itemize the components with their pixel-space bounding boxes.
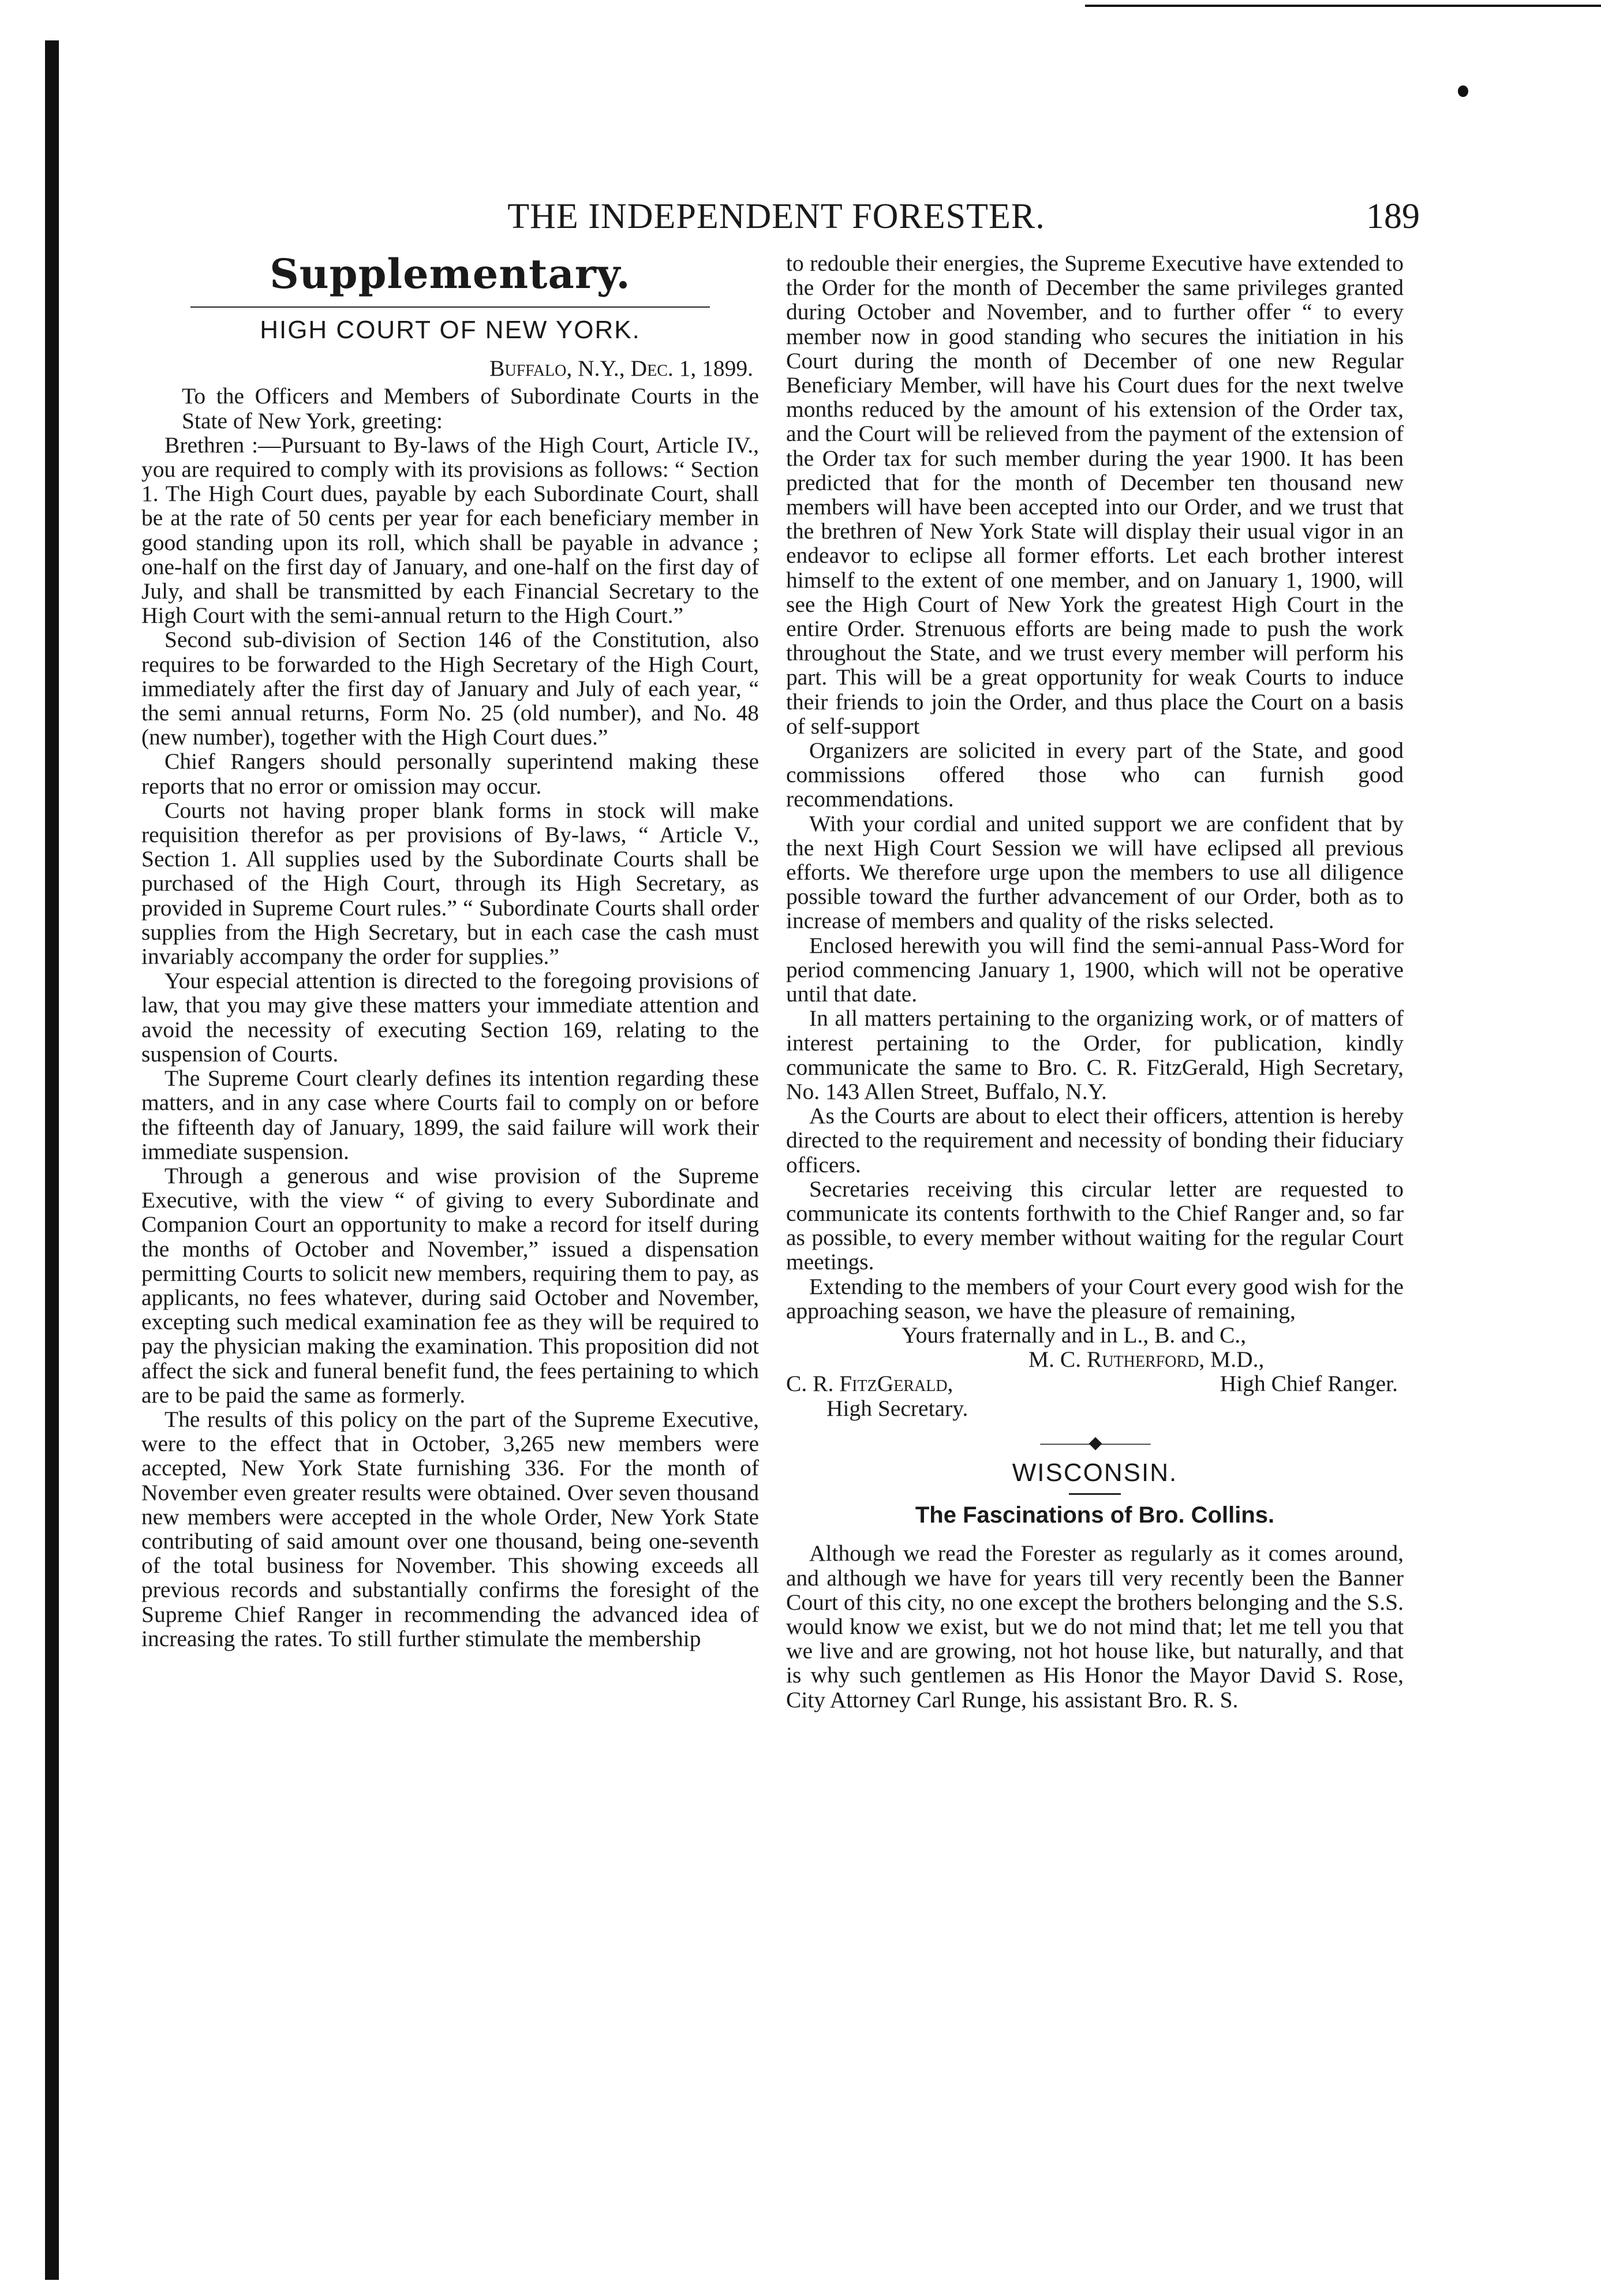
- signer-name: M. C. Rutherford, M.D.,: [1028, 1347, 1265, 1373]
- signer-title: High Chief Ranger.: [1220, 1371, 1398, 1397]
- article-subheading: The Fascinations of Bro. Collins.: [915, 1502, 1275, 1528]
- paragraph: Second sub-division of Section 146 of the Constitution, also requires to be forwarded to the High Secretary of the High Court, immediately after the first day of January and July of each year, “ the semi annual returns, Form No. 25 (old number), and No. 48 (new number), together with the High Court dues.”: [141, 627, 759, 750]
- ornament-rule: ———◆———: [1040, 1433, 1150, 1452]
- paragraph: The Supreme Court clearly defines its intention regarding these matters, and in any case where Courts fail to comply on or before the fifteenth day of January, 1899, the said failure will work their immediate suspension.: [141, 1065, 759, 1164]
- page-header: [133, 196, 1420, 242]
- paragraph: Secretaries receiving this circular letter are requested to communicate its contents forthwith to the Chief Ranger and, so far as possible, to every member without waiting for the regular Court meetings.: [786, 1176, 1404, 1275]
- paragraph: Chief Rangers should personally superintend making these reports that no error or omission may occur.: [141, 749, 759, 799]
- secretary-title: High Secretary.: [826, 1395, 968, 1421]
- section-title: Supplementary.: [270, 250, 631, 298]
- scan-top-line: [1085, 5, 1601, 7]
- paragraph: Courts not having proper blank forms in stock will make requisition therefor as per provisions of By-laws, “ Article V., Section 1. All supplies used by the Subordinate Courts shall be purchased of the High Court, through its High Secretary, as provided in Supreme Court rules.” “ Subordinate Courts shall order supplies from the High Secretary, but in each case the cash must invariably accompany the order for supplies.”: [141, 797, 759, 970]
- page-number: 189: [1366, 197, 1420, 236]
- paragraph: Your especial attention is directed to the foregoing provisions of law, that you may give these matters your immediate attention and avoid the necessity of executing Section 169, relating to the suspension of Courts.: [141, 968, 759, 1067]
- wisconsin-heading: WISCONSIN.: [1012, 1458, 1178, 1487]
- paragraph: Although we read the Forester as regularly as it comes around, and although we have for years till very recently been the Banner Court of this city, no one except the brothers belonging and the S.S. would know we exist, but we do not mind that; let me tell you that we live and are growing, not hot house like, but naturally, and that is why such gentlemen as His Honor the Mayor David S. Rose, City Attorney Carl Runge, his assistant Bro. R. S.: [786, 1540, 1404, 1712]
- paragraph: In all matters pertaining to the organizing work, or of matters of interest pertaining to the Order, for publication, kindly communicate the same to Bro. C. R. FitzGerald, High Secretary, No. 143 Allen Street, Buffalo, N.Y.: [786, 1005, 1404, 1104]
- paragraph: Extending to the members of your Court every good wish for the approaching season, we have the pleasure of remaining,: [786, 1273, 1404, 1323]
- scan-dot: [1458, 85, 1468, 97]
- paragraph: Through a generous and wise provision of the Supreme Executive, with the view “ of giving to every Subordinate and Companion Court an opportunity to make a record for itself during the months of October and November,” issued a dispensation permitting Courts to solicit new members, requiring them to pay, as applicants, no fees whatever, during said October and November, excepting such medical examination fee as they will be required to pay the physician making the examination. This proposition did not affect the sick and funeral benefit fund, the fees pertaining to which are to be paid the same as formerly.: [141, 1162, 759, 1408]
- paragraph: to redouble their energies, the Supreme Executive have extended to the Order for the month of December the same privileges granted during October and November, and to further offer “ to every member now in good standing who secures the initiation in his Court during the month of December of one new Regular Beneficiary Member, will have his Court dues for the next twelve months reduced by the amount of his extension of the Order tax, and the Court will be relieved from the payment of the extension of the Order tax for such member during the year 1900. It has been predicted that for the month of December ten thousand new members will have been accepted into our Order, and we trust that the brethren of New York State will display their usual vigor in an endeavor to eclipse all former efforts. Let each brother interest himself to the extent of one member, and on January 1, 1900, will see the High Court of New York the greatest High Court in the entire Order. Strenuous efforts are being made to push the work throughout the State, and we trust every member will perform his part. This will be a great opportunity for weak Courts to induce their friends to join the Order, and thus place the Court on a basis of self-support: [786, 250, 1404, 739]
- heading-rule: [1069, 1493, 1121, 1495]
- paragraph: The results of this policy on the part of the Supreme Executive, were to the effect that in October, 3,265 new members were accepted, New York State furnishing 336. For the month of November even greater results were obtained. Over seven thousand new members were accepted in the whole Order, New York State contributing of said amount over one thousand, being one-seventh of the total business for November. This showing exceeds all previous records and substantially confirms the foresight of the Supreme Chief Ranger in recommending the advanced idea of increasing the rates. To still further stimulate the membership: [141, 1406, 759, 1651]
- signature-closing: Yours fraternally and in L., B. and C.,: [902, 1322, 1247, 1348]
- left-column: [141, 251, 759, 1651]
- title-rule: [190, 306, 710, 308]
- secretary-name: C. R. FitzGerald,: [786, 1371, 953, 1397]
- address-line: To the Officers and Members of Subordinate Courts in the State of New York, greeting:: [182, 383, 759, 433]
- right-column: [786, 251, 1404, 1712]
- scan-edge-bar: [45, 40, 59, 2280]
- paragraph: As the Courts are about to elect their officers, attention is hereby directed to the requirement and necessity of bonding their fiduciary officers.: [786, 1103, 1404, 1177]
- paragraph: With your cordial and united support we are confident that by the next High Court Session we will have eclipsed all previous efforts. We therefore urge upon the members to use all diligence possible toward the further advancement of our Order, both as to increase of members and quality of the risks selected.: [786, 810, 1404, 934]
- running-title: THE INDEPENDENT FORESTER.: [507, 197, 1045, 236]
- paragraph: Organizers are solicited in every part of the State, and good commissions offered those who can furnish good recommendations.: [786, 738, 1404, 812]
- signature-row: [786, 1371, 1404, 1396]
- paragraph: Brethren :—Pursuant to By-laws of the High Court, Article IV., you are required to comply with its provisions as follows: “ Section 1. The High Court dues, payable by each Subordinate Court, shall be at the rate of 50 cents per year for each beneficiary member in good standing upon its roll, which shall be payable in advance ; one-half on the first day of January, and one-half on the first day of July, and shall be transmitted by each Financial Secretary to the High Court with the semi-annual return to the High Court.”: [141, 432, 759, 629]
- section-heading: HIGH COURT OF NEW YORK.: [260, 316, 641, 344]
- dateline: Buffalo, N.Y., Dec. 1, 1899.: [489, 356, 753, 382]
- paragraph: Enclosed herewith you will find the semi-annual Pass-Word for period commencing January 1, 1900, which will not be operative until that date.: [786, 932, 1404, 1007]
